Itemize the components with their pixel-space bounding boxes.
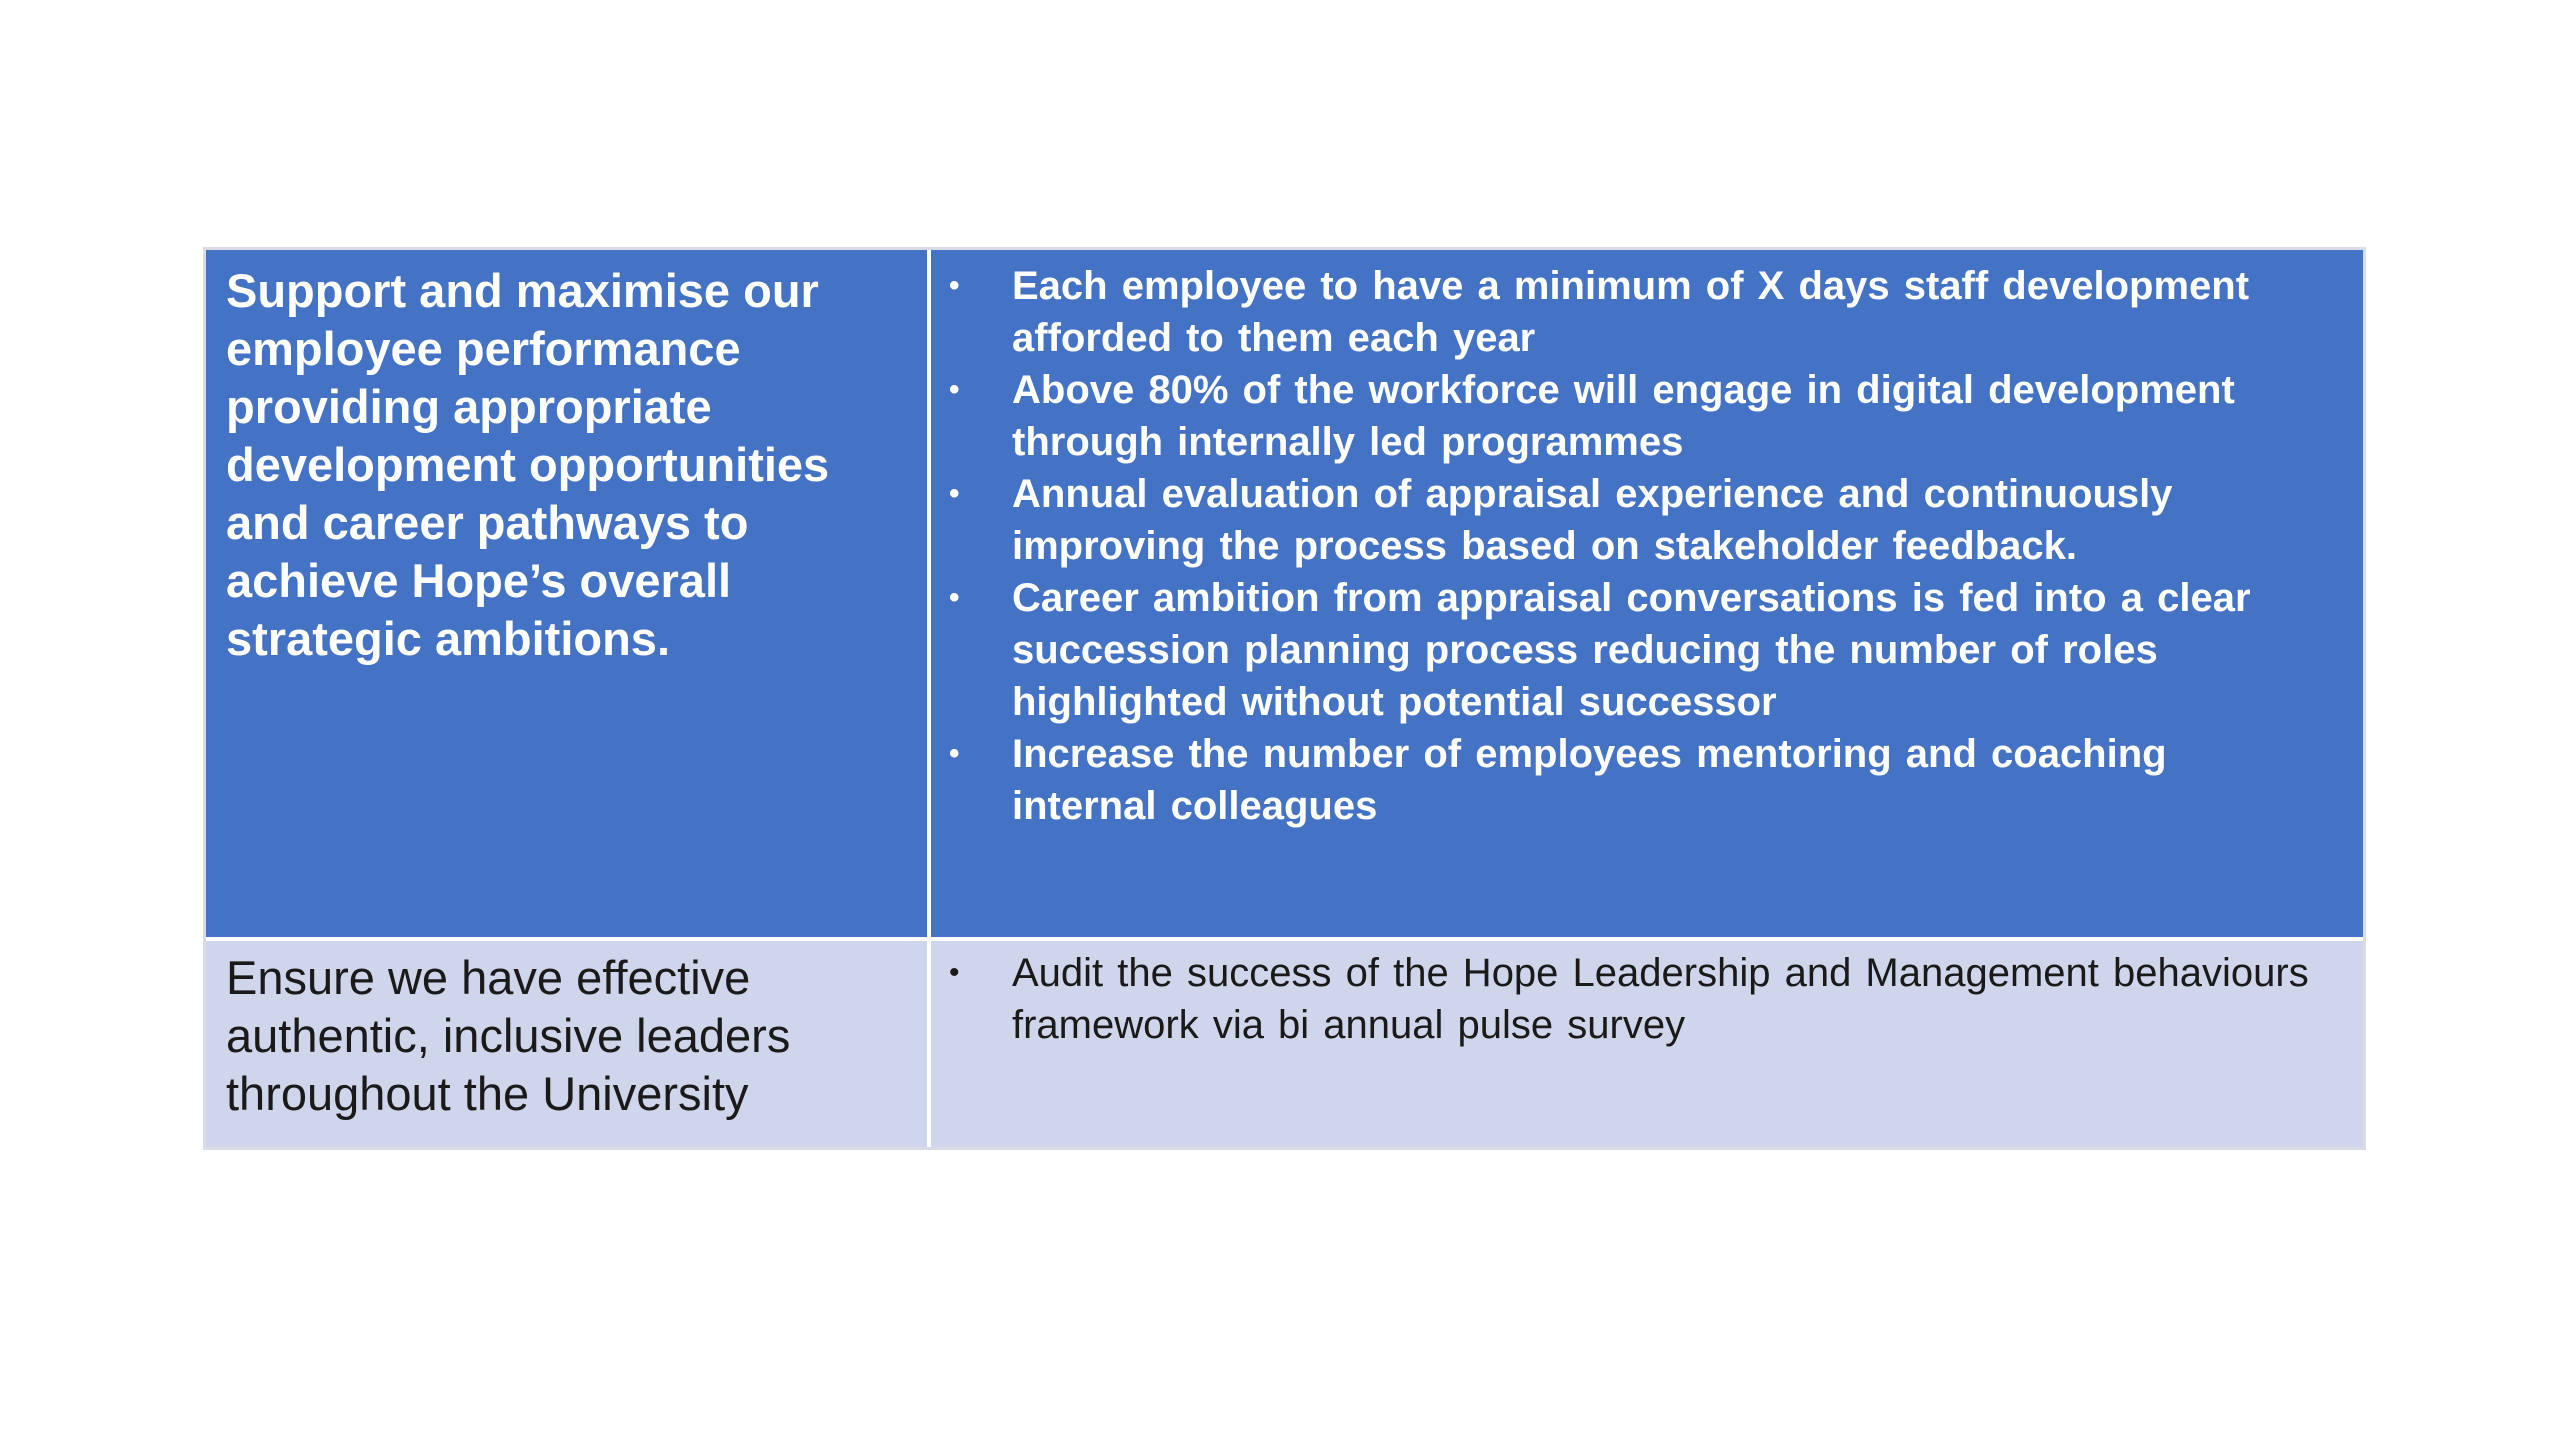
measure-text: Career ambition from appraisal conversations is fed into a clear succession planning process reducing the number of roles highlighted without potential successor: [1012, 576, 2251, 724]
list-item: [949, 260, 2323, 364]
measure-text: Audit the success of the Hope Leadership and Management behaviours framework via bi annual pulse survey: [1012, 951, 2309, 1047]
measure-text: Increase the number of employees mentoring and coaching internal colleagues: [1012, 732, 2167, 828]
bullet-icon: •: [949, 956, 960, 989]
list-item: [949, 364, 2323, 468]
measure-text: Above 80% of the workforce will engage in digital development through internally led programmes: [1012, 368, 2235, 464]
measure-text: Annual evaluation of appraisal experience and continuously improving the process based on stakeholder feedback.: [1012, 472, 2173, 568]
bullet-icon: •: [949, 373, 960, 406]
measures-cell: [931, 250, 2363, 937]
list-item: [949, 468, 2323, 572]
objective-cell: [206, 250, 931, 937]
list-item: [949, 572, 2323, 728]
objective-text: Ensure we have effective authentic, inclusive leaders throughout the University: [226, 951, 791, 1120]
table-row: [206, 250, 2363, 937]
list-item: [949, 728, 2323, 832]
bullet-icon: •: [949, 737, 960, 770]
bullet-icon: •: [949, 269, 960, 302]
objective-text: Support and maximise our employee performance providing appropriate development opportunities and career pathways to achieve Hope’s overall strategic ambitions.: [226, 264, 830, 665]
measure-text: Each employee to have a minimum of X days staff development afforded to them each year: [1012, 264, 2250, 360]
bullet-icon: •: [949, 581, 960, 614]
measures-list: [931, 941, 2363, 1051]
objective-cell: [206, 941, 931, 1147]
measures-cell: [931, 941, 2363, 1147]
bullet-icon: •: [949, 477, 960, 510]
objectives-table: [203, 247, 2366, 1150]
table-row: [206, 937, 2363, 1147]
list-item: [949, 947, 2323, 1051]
measures-list: [931, 250, 2363, 832]
